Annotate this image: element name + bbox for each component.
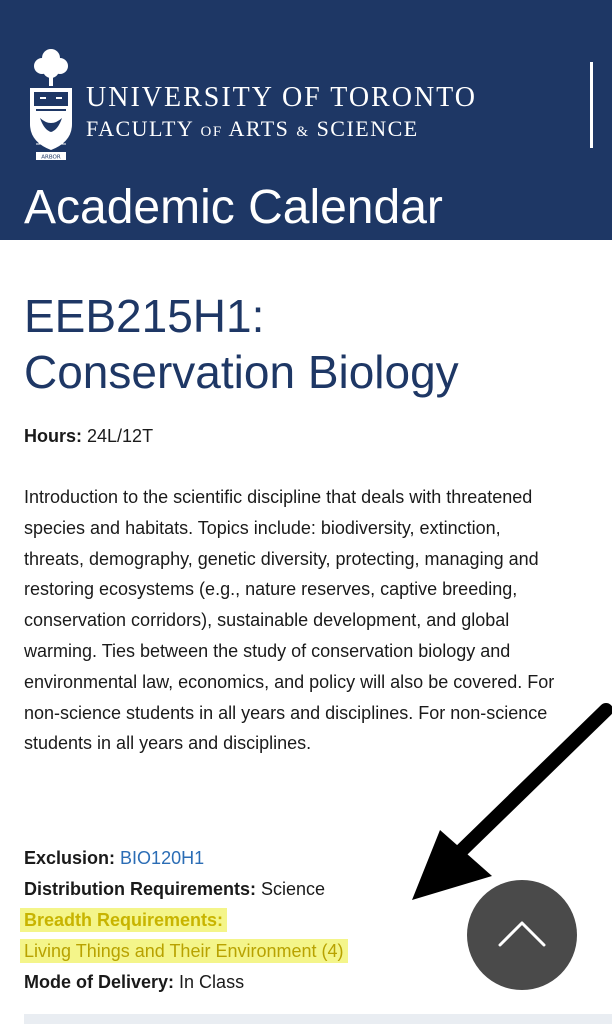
delivery-row (24, 972, 244, 993)
breadth-label: Breadth Requirements: (20, 908, 227, 932)
faculty-arts: ARTS (228, 116, 290, 141)
breadth-row (24, 910, 227, 931)
site-title[interactable]: Academic Calendar (24, 181, 443, 234)
chevron-up-icon (467, 880, 577, 990)
course-title (24, 288, 584, 400)
distribution-value: Science (261, 879, 326, 899)
hours-row (24, 426, 153, 447)
delivery-value: In Class (179, 972, 245, 992)
faculty-science: SCIENCE (316, 116, 419, 141)
breadth-value: Living Things and Their Environment (4) (20, 939, 348, 963)
header-divider (590, 62, 593, 148)
exclusion-row (24, 848, 204, 869)
university-crest-icon[interactable] (26, 46, 76, 166)
faculty-word: FACULTY (86, 116, 194, 141)
faculty-ampersand: & (296, 124, 310, 140)
course-description: Introduction to the scientific discipline that deals with threatened species and habitats. Topics include: biodiversity, extinction, threats, demography, genetic diversity, protecting, managing and restoring ecosystems (e.g., nature reserves, captive breeding, conservation corridors), sustainable development, and global warming. Ties between the study of conservation biology and environmental law, economics, and policy will also be covered. For non-science students in all years and disciplines. For non-science students in all years and disciplines. (24, 487, 555, 754)
distribution-label: Distribution Requirements: (24, 879, 257, 899)
distribution-row (24, 879, 325, 900)
annotation-arrow-icon (400, 700, 612, 910)
crest-motto: ARBOR (41, 154, 61, 161)
scroll-to-top-button[interactable] (467, 880, 577, 990)
hours-value: 24L/12T (87, 426, 154, 446)
exclusion-label: Exclusion: (24, 848, 116, 868)
course-name: Conservation Biology (24, 346, 459, 398)
course-code: EEB215H1: (24, 290, 265, 342)
delivery-label: Mode of Delivery: (24, 972, 175, 992)
faculty-name (86, 116, 419, 142)
hours-label: Hours: (24, 426, 82, 446)
breadth-value-row (24, 941, 348, 962)
exclusion-link[interactable]: BIO120H1 (120, 848, 205, 868)
site-header (0, 0, 612, 240)
next-section-edge (24, 1014, 612, 1024)
faculty-of: OF (200, 124, 223, 140)
university-name: UNIVERSITY OF TORONTO (86, 82, 477, 113)
